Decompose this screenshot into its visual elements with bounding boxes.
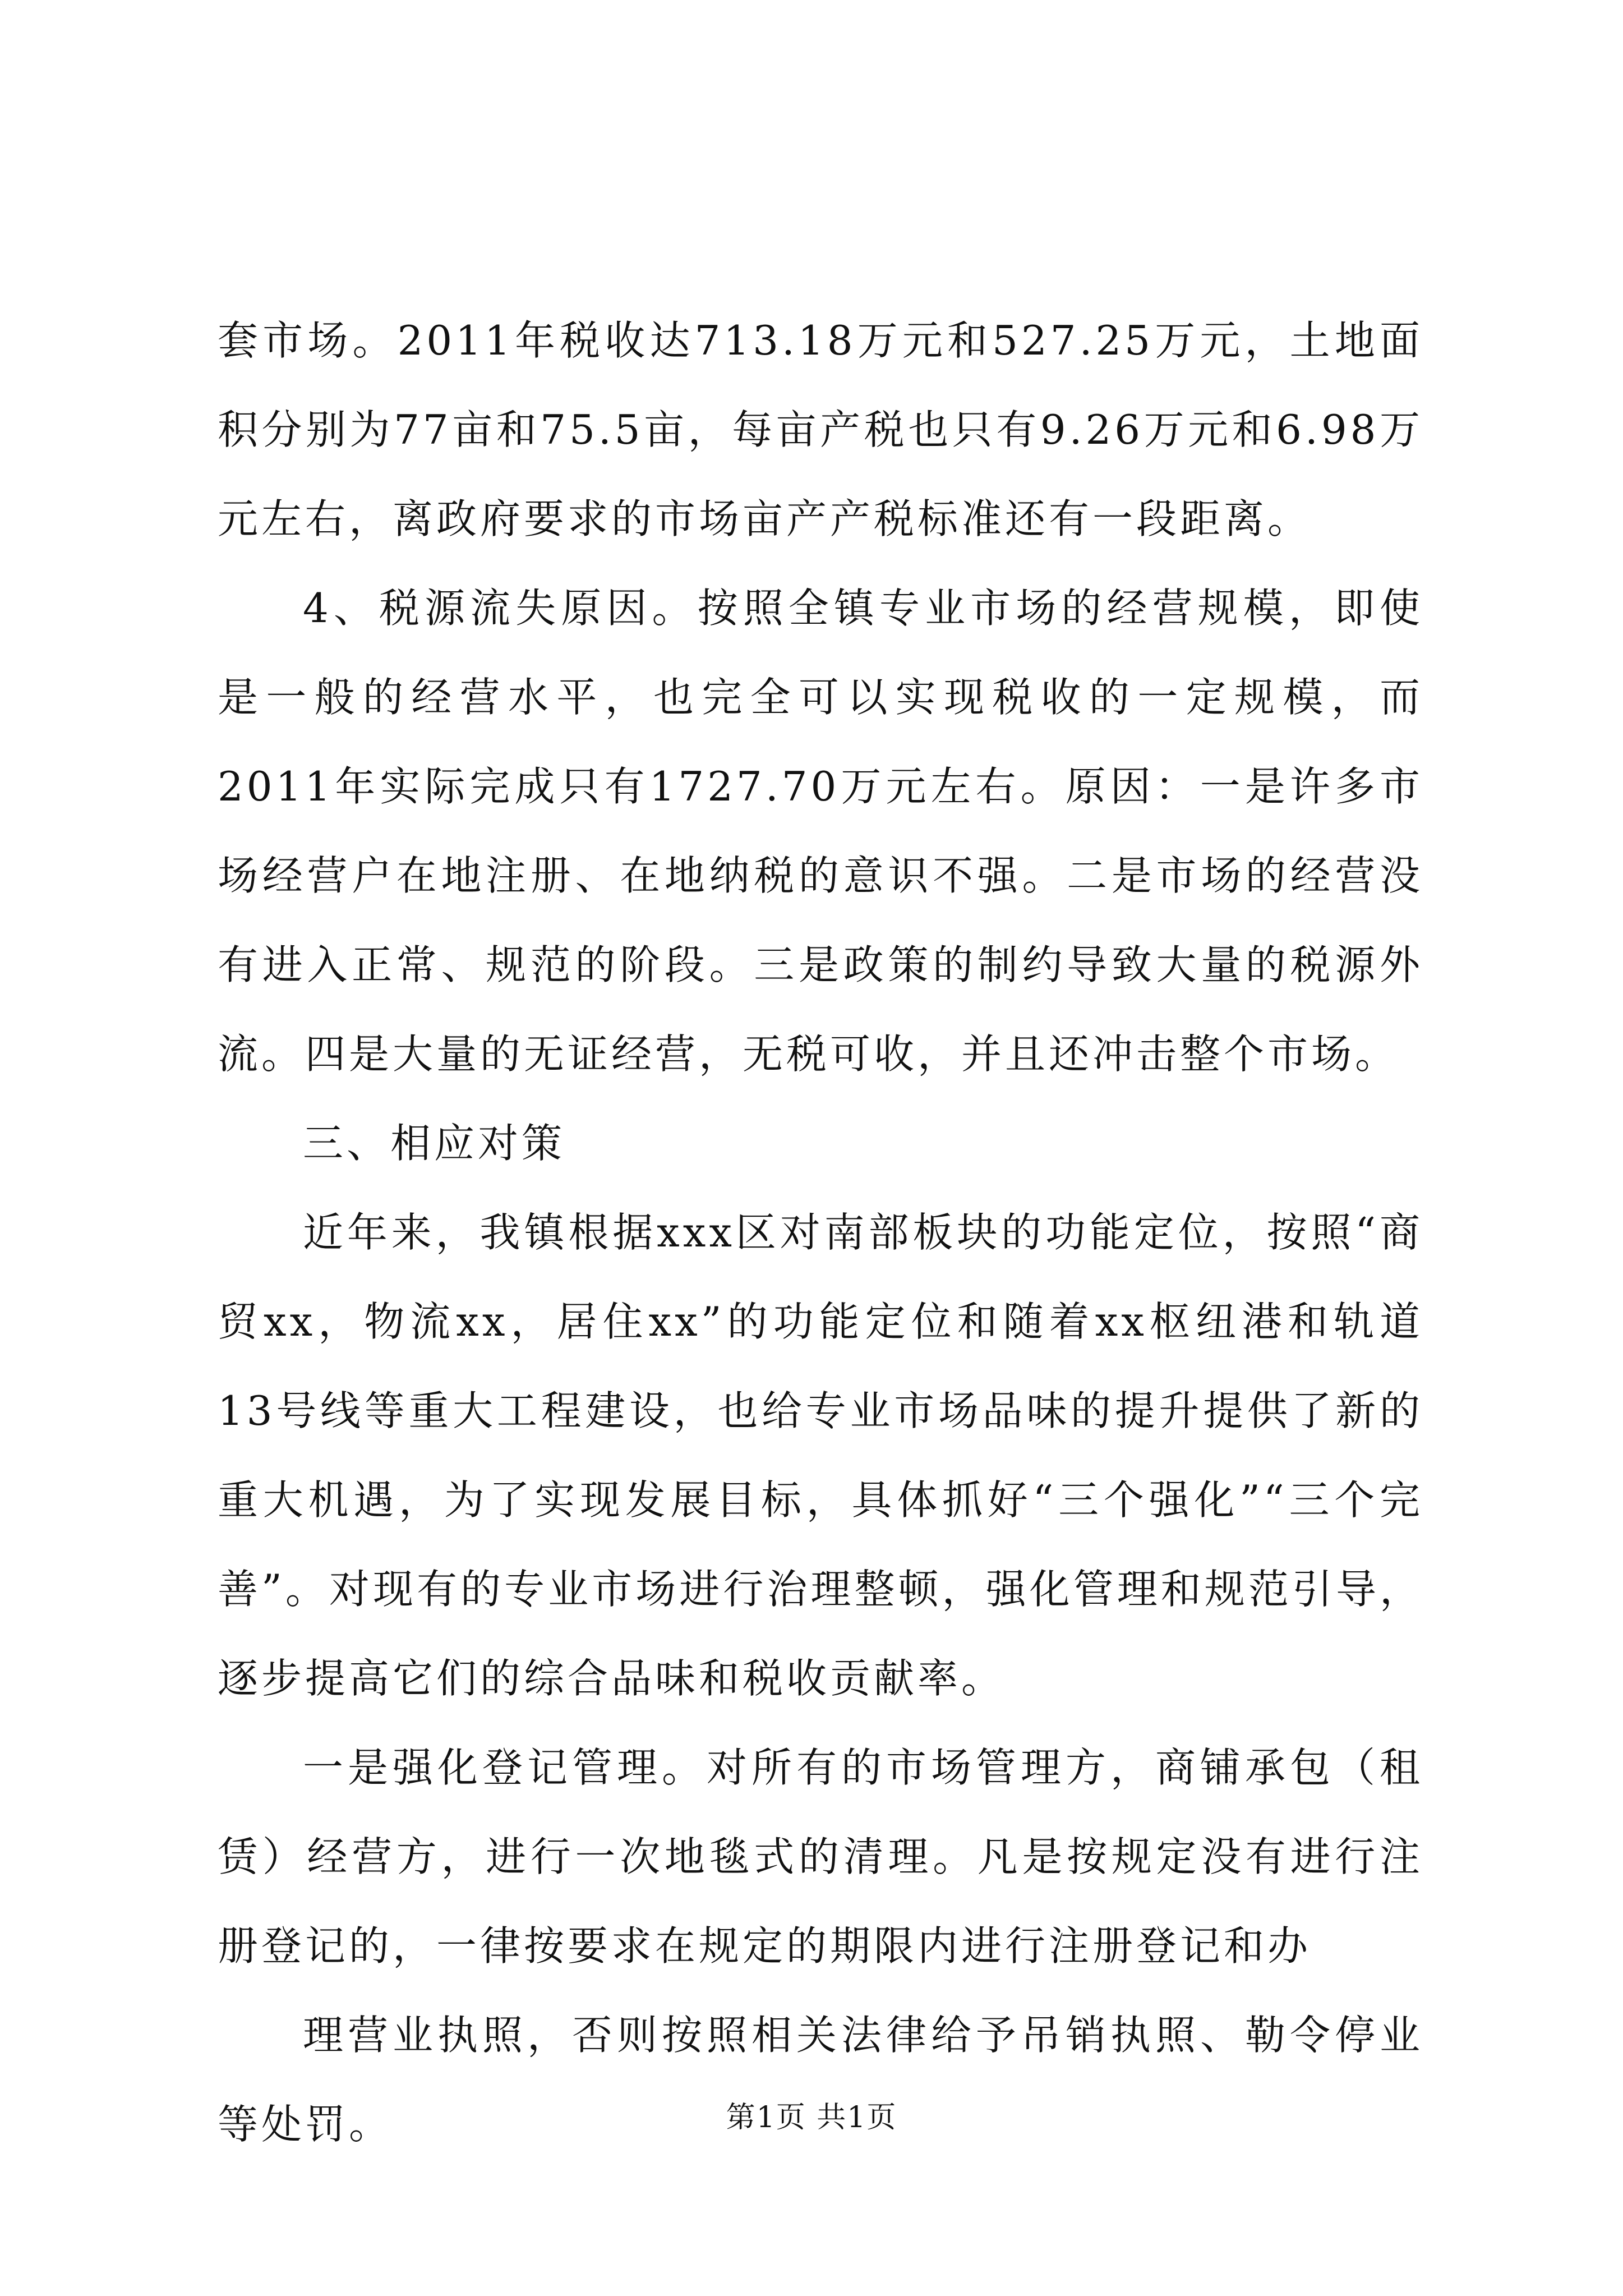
paragraph-market-tax-data: 套市场。2011年税收达713.18万元和527.25万元，土地面积分别为77亩和75.5亩，每亩产税也只有9.26万元和6.98万元左右，离政府要求的市场亩产产税标准还有一段距离。 bbox=[218, 317, 1423, 542]
page-number-label: 第1页 共1页 bbox=[726, 2101, 897, 2134]
paragraph-business-license: 理营业执照，否则按照相关法律给予吊销执照、勒令停业等处罚。 bbox=[218, 2012, 1423, 2148]
paragraph-registration-management: 一是强化登记管理。对所有的市场管理方，商铺承包（租赁）经营方，进行一次地毯式的清理。凡是按规定没有进行注册登记的，一律按要求在规定的期限内进行注册登记和办 bbox=[218, 1744, 1423, 1970]
page-footer bbox=[0, 2098, 1623, 2137]
section-heading-countermeasures: 三、相应对策 bbox=[303, 1120, 566, 1167]
document-body bbox=[218, 296, 1423, 2169]
paragraph-tax-loss-causes: 4、税源流失原因。按照全镇专业市场的经营规模，即使是一般的经营水平，也完全可以实现税收的一定规模，而2011年实际完成只有1727.70万元左右。原因：一是许多市场经营户在地注册、在地纳税的意识不强。二是市场的经营没有进入正常、规范的阶段。三是政策的制约导致大量的税源外流。四是大量的无证经营，无税可收，并且还冲击整个市场。 bbox=[218, 585, 1423, 1078]
paragraph-recent-years: 近年来，我镇根据xxx区对南部板块的功能定位，按照“商贸xx，物流xx，居住xx”的功能定位和随着xx枢纽港和轨道13号线等重大工程建设，也给专业市场品味的提升提供了新的重大机遇，为了实现发展目标，具体抓好“三个强化”“三个完善”。对现有的专业市场进行治理整顿，强化管理和规范引导，逐步提高它们的综合品味和税收贡献率。 bbox=[218, 1209, 1423, 1702]
